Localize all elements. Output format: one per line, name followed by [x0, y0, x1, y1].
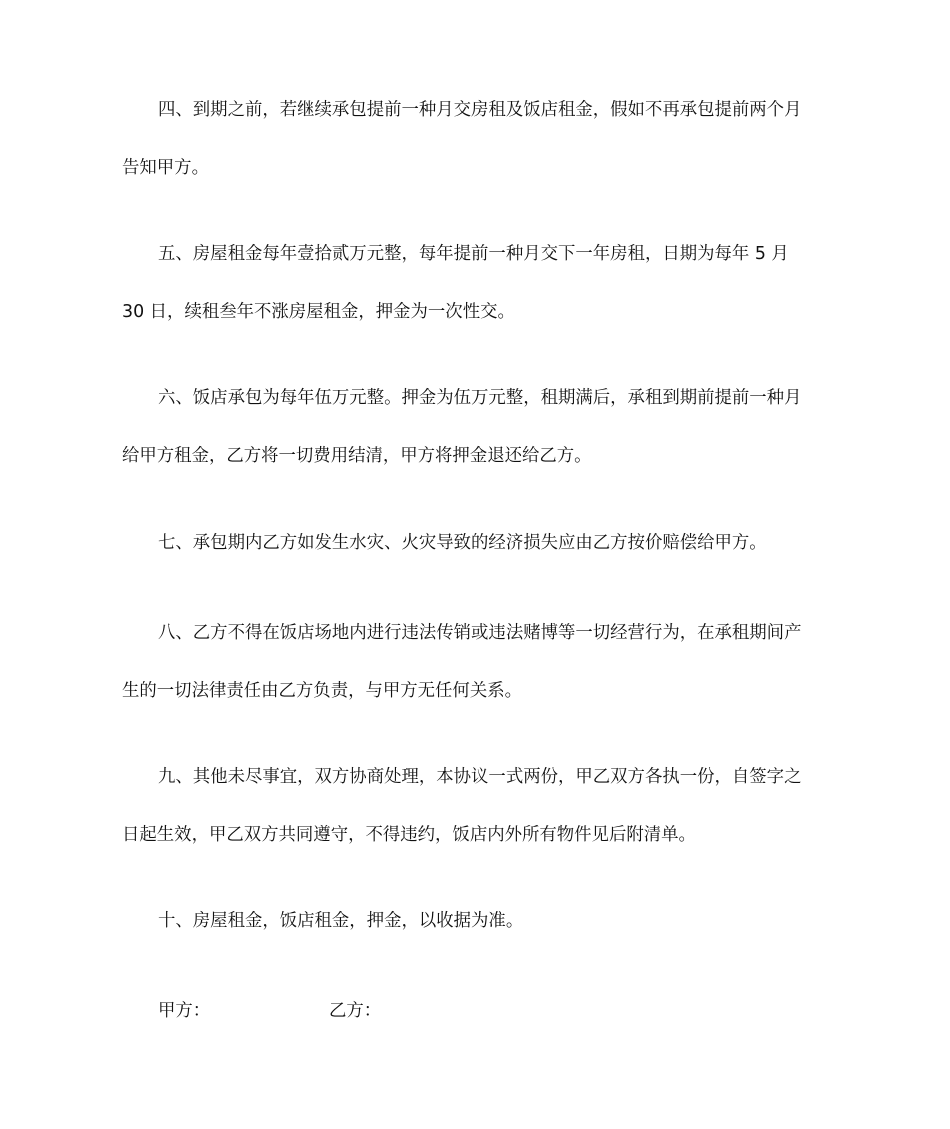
clause-8: [122, 604, 834, 720]
clause-8-line-2: 生的一切法律责任由乙方负责，与甲方无任何关系。: [122, 681, 522, 701]
party-b-signature-label: 乙方：: [329, 1001, 382, 1021]
clause-4: [122, 81, 834, 197]
clause-6-line-1: 六、饭店承包为每年伍万元整。押金为伍万元整，租期满后，承租到期前提前一种月: [158, 388, 802, 408]
clause-6-line-2: 给甲方租金，乙方将一切费用结清，甲方将押金退还给乙方。: [122, 446, 592, 466]
clause-7: [122, 514, 834, 572]
party-a-signature-label: 甲方：: [158, 1001, 211, 1021]
clause-7-line-1: 七、承包期内乙方如发生水灾、火灾导致的经济损失应由乙方按价赔偿给甲方。: [158, 533, 767, 553]
clause-8-line-1: 八、乙方不得在饭店场地内进行违法传销或违法赌博等一切经营行为，在承租期间产: [158, 623, 802, 643]
clause-5-line-2: 30 日，续租叁年不涨房屋租金，押金为一次性交。: [122, 302, 515, 322]
clause-4-line-1: 四、到期之前，若继续承包提前一种月交房租及饭店租金，假如不再承包提前两个月: [158, 100, 802, 120]
clause-9: [122, 748, 834, 864]
clause-10-line-1: 十、房屋租金，饭店租金，押金，以收据为准。: [158, 911, 524, 931]
clause-9-line-2: 日起生效，甲乙双方共同遵守，不得违约，饭店内外所有物件见后附清单。: [122, 825, 696, 845]
clause-5: [122, 225, 834, 341]
clause-9-line-1: 九、其他未尽事宜，双方协商处理，本协议一式两份，甲乙双方各执一份，自签字之: [158, 767, 802, 787]
clause-4-line-2: 告知甲方。: [122, 158, 209, 178]
clause-5-line-1: 五、房屋租金每年壹拾贰万元整，每年提前一种月交下一年房租，日期为每年 5 月: [158, 244, 789, 264]
clause-10: [122, 892, 834, 950]
clause-6: [122, 369, 834, 485]
